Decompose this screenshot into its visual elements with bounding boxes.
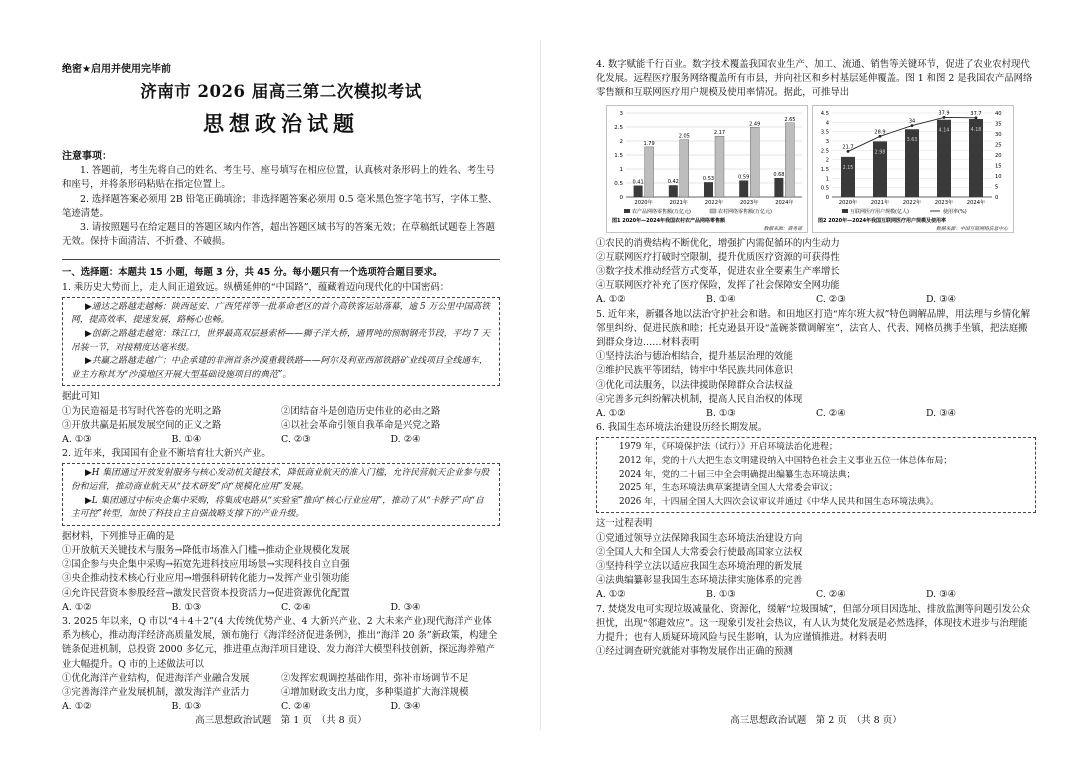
material-item: ▶H 集团通过开放发射服务与核心发动机关键技术，降低商业航天的准入门槛，允许民营航天企业参与股份和运营，推动商业航天从“技术研发”向“规模化应用”发展。 [71,468,490,492]
question-1 [62,281,500,448]
material-box [62,297,500,387]
answer-choices [596,293,1036,307]
subject-title: 思想政治试题 [203,112,359,136]
y-right-tick-label: 25 [995,142,1002,149]
instruction-item: 1. 答题前，考生先将自己的姓名、考生号、座号填写在相应位置，认真核对条形码上的姓名、考生号和座号，并将条形码粘贴在指定位置上。 [62,165,496,191]
bar-user-scale [841,156,855,196]
statement-option: ①经过调查研究就能对事物发展作出正确的预测 [596,646,793,658]
answer-choice: D. ③④ [390,701,421,713]
answer-choice: B. ①③ [171,601,202,613]
x-tick-label: 2023年 [934,199,954,206]
statement-option: ①开放航天关键技术与服务→降低市场准入门槛→推动企业规模化发展 [62,544,350,556]
section-heading: 一、选择题：本题共 15 小题，每题 3 分，共 45 分。每小题只有一个选项符合题目要求。 [62,267,443,279]
y-tick-label: 2 [619,138,623,145]
statement-options [62,405,500,433]
data-label: 2.17 [713,129,726,136]
data-label: 0.68 [773,171,785,178]
data-label: 0.53 [702,175,715,182]
usage-rate-point [943,116,946,119]
statement-option: ①党通过领导立法保障我国生态环境法治建设方向 [596,532,803,544]
answer-choices [62,601,500,615]
y-right-tick-label: 35 [995,121,1002,128]
statement-option: ①坚持法治与德治相结合，提升基层治理的效能 [596,351,793,363]
statement-option: ③优化司法服务，以法律援助保障群众合法权益 [596,379,793,391]
question-stem: 3. 2025 年以来，Q 市以“4＋4＋2”(4 大传统优势产业、4 大新兴产业、2 大未来产业)现代海洋产业体系为核心，推动海洋经济高质量发展，颁布施行《海洋经济促进条例》，推出“海洋 20 条”新政策，构建全链条促进机制，总投资 2000 多亿元，推进重点海洋项目建设、发力海洋大模型科技创新，探远海养殖产业大幅提升。Q 市的上述做法可以 [62,616,498,670]
statement-option: ③坚持科学立法以适应我国生态环境治理的新发展 [596,561,803,573]
question-7 [596,603,1036,660]
figure-1-chart [606,105,808,233]
figure-1-svg [606,105,808,233]
y-right-tick-label: 30 [995,131,1002,138]
data-label: 2.49 [749,120,761,127]
answer-choice: B. ①③ [706,589,736,601]
statement-option: ③央企推动技术核心行业应用→增强科研转化能力→发挥产业引领功能 [62,573,350,585]
answer-choice: C. ②④ [281,601,311,613]
data-label: 37.7 [970,110,982,117]
legend-label: 互联网医疗用户规模(亿人) [850,208,909,215]
bar-rural-retail [785,122,794,196]
y-left-tick-label: 0.5 [820,185,829,192]
answer-choice: B. ①④ [706,294,736,306]
answer-choice: C. ②③ [816,294,846,306]
statement-option: ②团结奋斗是创造历史伟业的必由之路 [281,405,441,417]
question-stem: 4. 数字赋能千行百业。数字技术覆盖我国农业生产、加工、流通、销售等关键环节，促进了农业农村现代化发展。远程医疗服务网络覆盖所有市县，并向社区和乡村基层延伸覆盖。图 1 和图 2 是我国农产品网络零售额和互联网医疗用户规模及使用率情况。据此，可推导出 [596,59,1033,99]
figure-source: 数据来源：商务部 [763,226,802,232]
statement-option: ②国企参与央企集中采购→拓宽先进科技应用场景→实现科技自立自强 [62,559,350,571]
legend-swatch [624,209,630,213]
question-2 [62,447,500,615]
y-tick-label: 1.5 [614,152,623,159]
statement-option: ③完善海洋产业发展机制，激发海洋产业活力 [62,687,250,699]
timeline-item: 2024 年，党的二十届三中全会明确提出编纂生态环境法典； [619,469,856,480]
y-tick-label: 2.5 [614,124,623,131]
statement-option: ②发挥宏观调控基础作用，弥补市场调节不足 [281,672,469,684]
y-right-tick-label: 15 [995,163,1002,170]
y-tick-label: 0 [619,194,623,201]
question-4 [596,58,1036,308]
x-tick-label: 2022年 [902,199,922,206]
statement-option: ④增加财政支出力度，多种渠道扩大海洋规模 [281,687,469,699]
legend-label: 使用率(%) [943,208,967,215]
instruction-item: 3. 请按照题号在给定题目的答题区域内作答，超出答题区域书写的答案无效；在草稿纸试题卷上答题无效。保持卡面清洁、不折叠、不破损。 [62,222,496,248]
x-tick-label: 2021年 [669,199,688,206]
data-label: 4.14 [938,128,950,134]
answer-choice: A. ①② [596,589,626,601]
x-tick-label: 2023年 [740,199,759,206]
legend-swatch [710,209,716,213]
y-left-tick-label: 4.5 [820,110,829,117]
x-tick-label: 2020年 [838,199,858,206]
bar-agri-products [704,182,713,197]
statement-option: ③数字技术推动经营方式变革，促进农业全要素生产率增长 [596,266,840,278]
section-divider [62,259,500,260]
legend-label: 农产品网络零售额(万亿元) [632,208,691,215]
answer-choices [596,588,1036,602]
page-footer: 高三思想政治试题 第 2 页 （共 8 页） [730,715,902,726]
statement-option: ②维护民族平等团结，铸牢中华民族共同体意识 [596,365,793,377]
figure-2-chart [812,105,1014,233]
answer-choice: A. ①② [62,701,92,713]
answer-choice: D. ③④ [926,408,956,420]
bar-agri-products [634,185,643,196]
bar-rural-retail [645,146,654,196]
timeline-item: 2026 年，十四届全国人大四次会议审议并通过《中华人民共和国生态环境法典》。 [619,496,939,507]
answer-choices [596,407,1036,421]
data-label: 37.9 [938,110,950,117]
question-stem: 7. 焚烧发电可实现垃圾减量化、资源化，缓解“垃圾围城”，但部分项目因选址、排放监测等问题引发公众担忧，出现“邻避效应”。这一现象引发社会热议，有人认为焚化发展是必然选择，体现技术进步与治理能力提升；也有人质疑环境风险与民生影响，认为应谨慎推进。材料表明 [596,603,1031,644]
question-stem: 6. 我国生态环境法治建设历经长期发展。 [596,422,768,434]
data-label: 28.9 [874,128,886,135]
statement-option: ①为民造福是书写时代答卷的光明之路 [62,405,222,417]
answer-choice: A. ①③ [62,434,92,445]
data-label: 2.15 [842,165,854,171]
statement-option: ④法典编纂彰显我国生态环境法律实施体系的完善 [596,575,803,587]
answer-choice: A. ①② [596,408,626,420]
answer-choice: D. ③④ [926,589,956,601]
y-tick-label: 1 [619,166,623,173]
answer-choice: C. ②④ [816,589,846,601]
answer-choice: C. ②③ [281,434,311,445]
y-right-tick-label: 5 [995,184,999,191]
statement-option: ④以社会革命引领自我革命是兴党之路 [281,419,441,431]
question-5 [596,308,1036,422]
statement-option: ④允许民营资本参股经营→激发民营资本投资活力→促进资源优化配置 [62,587,350,599]
material-item: ▶L 集团通过中标央企集中采购，将集成电路从“实验室”推向“核心行业应用”，推动了从“卡脖子”向“自主可控”转型，加快了科技自主自强战略支撑下的产业升级。 [71,495,484,520]
x-tick-label: 2020年 [634,199,653,206]
answer-choice: A. ①② [62,601,92,613]
page-1 [62,0,500,764]
bar-rural-retail [680,139,689,196]
figure-source: 数据来源：中国互联网络信息中心 [936,226,1008,232]
page-2 [596,0,1036,764]
y-right-tick-label: 20 [995,152,1002,159]
section-one [62,266,500,714]
y-tick-label: 3 [619,110,623,117]
y-left-tick-label: 3.5 [820,129,829,136]
x-tick-label: 2022年 [704,199,724,206]
statement-option: ①农民的消费结构不断优化，增强扩内需促循环的内生动力 [596,237,840,249]
statement-option: ①优化海洋产业结构，促进海洋产业融合发展 [62,672,250,684]
timeline-item: 1979 年，《环境保护法（试行）》开启环境法治化进程； [619,442,838,453]
question-lead: 这一过程表明 [596,518,653,530]
legend-swatch [842,209,848,213]
usage-rate-point [847,150,850,153]
x-tick-label: 2024年 [775,199,794,206]
section-one-continued [596,58,1036,659]
timeline-item: 2012 年，党的十八大把生态文明建设纳入中国特色社会主义事业五位一体总体布局； [619,456,953,467]
data-label: 2.05 [678,133,690,140]
page-footer: 高三思想政治试题 第 1 页 （共 8 页） [195,715,367,726]
bar-rural-retail [715,136,724,197]
y-left-tick-label: 1 [825,175,829,182]
figure-caption: 图2 2020年—2024年我国互联网医疗用户规模及使用率 [818,217,947,224]
answer-choice: D. ③④ [390,601,421,613]
confidential-mark: 绝密★启用并使用完毕前 [62,64,171,75]
instruction-item: 2. 选择题答案必须用 2B 铅笔正确填涂；非选择题答案必须用 0.5 毫米黑色签字笔书写，字体工整、笔迹清楚。 [62,193,498,219]
figure-caption: 图1 2020年—2024年我国农村农产品网络零售额 [612,217,726,224]
instructions [62,150,500,249]
statement-option: ②全国人大和全国人大常委会行使最高国家立法权 [596,546,803,558]
statement-option: ③开放共赢是拓展发展空间的正义之路 [62,419,222,431]
answer-choice: A. ①② [596,294,626,306]
material-item: ▶通达之路越走越畅：陕西延安、广西凭祥等一批革命老区的首个高铁客运站落幕，逾 5 万公里中国高铁网，提高效率、提速发展，路畅心也畅。 [71,301,491,326]
data-label: 0.42 [667,178,679,185]
page-divider [540,40,541,730]
bar-agri-products [669,185,678,197]
exam-title: 济南市 2026 届高三第二次模拟考试 [140,82,422,101]
answer-choices [62,433,500,447]
question-3 [62,615,500,714]
statement-option: ②互联网医疗打破时空限制，提升优质医疗资源的可获得性 [596,251,840,263]
legend-label: 农村网络零售额(万亿元) [718,208,772,215]
data-label: 4.18 [970,127,982,133]
x-tick-label: 2024年 [966,199,986,206]
answer-choice: B. ①③ [706,408,736,420]
timeline-box [596,437,1036,513]
y-left-tick-label: 3 [825,138,829,145]
figure-2-svg [812,105,1014,233]
data-label: 21.7 [842,144,854,151]
statement-option: ④互联网医疗补充了医疗保险，发挥了社会保障安全网功能 [596,280,840,292]
data-label: 0.41 [632,179,644,186]
bar-rural-retail [750,127,759,197]
answer-choice: B. ①③ [171,701,202,713]
y-left-tick-label: 4 [825,119,829,126]
answer-choice: D. ③④ [926,294,956,306]
y-right-tick-label: 40 [995,110,1002,117]
question-stem: 1. 乘历史大势而上，走人间正道致远。纵横延伸的“中国路”，蕴藏着迈向现代化的中国密码： [62,281,450,293]
usage-rate-point [975,116,978,119]
answer-choice: B. ①④ [171,434,202,445]
answer-choice: C. ②④ [816,408,846,420]
statement-options [62,672,500,700]
question-lead: 据材料，下列推导正确的是 [62,530,175,542]
material-item: ▶共赢之路越走越广：中企承建的非洲首条沙漠重载铁路——阿尔及利亚西部铁路矿业线项目全线通车，业主方称其为“沙漠地区开展大型基础设施项目的典范”。 [71,356,488,380]
y-right-tick-label: 0 [995,194,999,201]
material-item: ▶创新之路越走越宽：珠江口，世界最高双层悬索桥——狮子洋大桥，通胃吨的预制钢壳节段，平均 7 天吊装一节，对接精度达毫米级。 [71,329,491,353]
chart-figures [606,105,1036,233]
y-left-tick-label: 2 [825,157,829,164]
answer-choice: D. ②④ [390,434,421,445]
y-tick-label: 0.5 [614,180,623,187]
bar-agri-products [739,180,748,197]
data-label: 2.65 [784,116,796,123]
usage-rate-point [911,124,914,127]
statement-option: ④完善多元纠纷解决机制，提高人民自治权的体现 [596,393,803,405]
data-label: 0.59 [738,174,750,181]
question-lead: 据此可知 [62,391,100,403]
bar-agri-products [774,178,783,197]
y-left-tick-label: 0 [825,194,829,201]
y-left-tick-label: 2.5 [820,147,829,154]
question-stem: 2. 近年来，我国国有企业不断培育壮大新兴产业。 [62,448,271,460]
y-left-tick-label: 1.5 [820,166,829,173]
question-6 [596,421,1036,602]
question-stem: 5. 近年来，新疆各地以法治守护社会和谐。和田地区打造“库尔班大叔”特色调解品牌，用法理与乡情化解邻里纠纷、促进民族和睦；托克逊县开设“盖碗茶微调解室”，法官人、代表、网格员携手坐镇，把法庭搬到群众身边……材料表明 [596,308,1031,349]
instructions-heading: 注意事项： [62,151,112,162]
x-tick-label: 2021年 [870,199,890,206]
usage-rate-point [879,135,882,138]
data-label: 2.98 [874,149,886,155]
data-label: 34 [908,118,916,125]
data-label: 3.63 [906,137,918,143]
material-box [62,463,500,525]
y-right-tick-label: 10 [995,173,1002,180]
answer-choice: C. ②④ [281,701,311,713]
timeline-item: 2025 年，生态环境法典草案提请全国人大常委会审议； [619,483,838,494]
data-label: 1.79 [643,140,655,147]
